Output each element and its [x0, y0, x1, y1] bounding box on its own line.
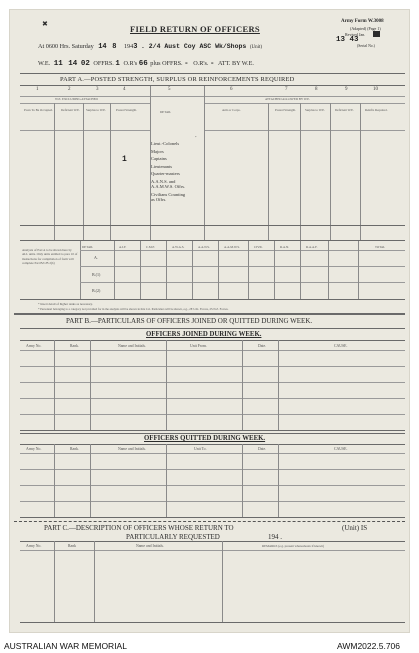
- part-c-requested: PARTICULARLY REQUESTED: [126, 533, 220, 541]
- rank-item: Civilians Counting: [151, 191, 186, 197]
- rank-item: Lieut.-Colonels: [151, 141, 180, 146]
- head-arm-corps: Arm or Corps.: [222, 108, 241, 112]
- part-c-title: PART C.—DESCRIPTION OF OFFICERS WHOSE RETURN TO: [44, 524, 234, 532]
- footnote-higher-ranks: * Insert detail of higher ranks as necessary.: [38, 302, 93, 306]
- head-posted: Posted Strength.: [116, 108, 137, 112]
- head-right-surplus: Surplus to W.E.: [305, 108, 326, 112]
- head-deficient: Deficient W.E.: [61, 108, 80, 112]
- rank-item: as Offrs.: [151, 197, 167, 202]
- head-surplus: Surplus to W.E.: [86, 108, 107, 112]
- head-right-posted: Posted Strength.: [275, 108, 296, 112]
- rank-item: A.A.M.W.S. Offrs.: [151, 184, 186, 189]
- quitted-title: OFFICERS QUITTED DURING WEEK.: [144, 435, 266, 442]
- group-heading-we: W.E. EXCLUDING ATTACHED: [55, 97, 98, 101]
- return-date-line: At 0600 Hrs. Saturday 14 8 1943 . 2/4 Aust Coy ASC Wk/Shops (Unit): [38, 43, 263, 51]
- asterisk-mark: *: [195, 135, 197, 139]
- head-posts: Posts To Be Occupied.: [24, 108, 53, 112]
- adapted-note: (Adapted) (Page 1): [350, 26, 381, 31]
- rank-list: [151, 140, 185, 204]
- revised-year-blot: [373, 31, 380, 37]
- part-c-year: 194 .: [268, 533, 282, 541]
- archive-caption: [0, 636, 419, 653]
- rank-item: A.A.N.S. and: [151, 178, 176, 184]
- part-c-unit-is: (Unit) IS: [342, 524, 368, 532]
- form-title: FIELD RETURN OF OFFICERS: [130, 24, 260, 34]
- group-heading-attached: ATTACHED ALLOWED BY W.E.: [265, 97, 311, 101]
- revised-note: Revised Jan.: [345, 32, 366, 37]
- rank-item: Captains: [151, 156, 167, 161]
- rank-item: Quarter-masters: [151, 171, 180, 176]
- part-b-title: PART B.—PARTICULARS OF OFFICERS JOINED OR QUITTED DURING WEEK.: [66, 317, 313, 325]
- cross-mark-icon: ✖: [42, 20, 48, 28]
- serial-label: (Serial No.): [357, 44, 375, 48]
- form-sheet: ✖ FIELD RETURN OF OFFICERS Army Form W.3008 (Adapted) (Page 1) Revised Jan. 13 43 (Serial No.) At 0600 Hrs. Saturday 14 8 1943 . 2/4 Aust Coy ASC Wk/Shops (Unit) W.E. 11 14 02 OFFRS. 1 O.R's 66 plus OFFRS. - O.R's. - ATT. BY W.E. PART A.—POSTED STRENGTH, SURPLUS OR REINFORCEMENTS REQUIRED 1 2 3 4 5 6 7 8 9 10 W.E. EXCLUDING ATTACHED DETAIL ATTACHED ALLOWED BY W.E. Posts To Be Occupied. Deficient W.E. Surplus to W.E. Posted Strength. Arm or Corps. Posted Strength. Surplus to W.E. Deficient W.E. Reinfts Required. 1 Lieut.-Colonels Majors Captains Lieutenants Quarter-masters A.A.N.S. and A.A.M.W.S. Offrs. Civilians Counting as Offrs. * Analysis of Part A to be shown here by ALL units. Only units entitled to para 10 of instructions for compilation of form will complete Part B/C/B 2(b) DETAIL A.I.F. C.M.F. A.W.A.S. A.A.N.S. A.A.M.W.S. CIVIL R.A.N. R.A.A.F. TOTAL A. B.(1) B.(2) * Insert detail of higher ranks as necessary. * Personnel belonging to a category not provided for in the analysis will be shown in this Col. Particulars will be shown, e.g., 2E U.K. Forces, 2S N.Z. Forces. PART B.—PARTICULARS OF OFFICERS JOINED OR QUITTED DURING WEEK. OFFICERS JOINED DURING WEEK. Army No. Rank. Name and Initials. Unit From. Date. CAUSE. OFFICERS QUITTED DURING WEEK. Army No. Rank. Name and Initials. Unit To. Date. CAUSE. PART C.—DESCRIPTION OF OFFICERS WHOSE RETURN TO (Unit) IS PARTICULARLY REQUESTED 194 . Army No. Rank Name and Initials. REMARKS (e.g. present whereabouts if known): [10, 10, 409, 632]
- caption-source: AUSTRALIAN WAR MEMORIAL: [4, 641, 127, 651]
- joined-title: OFFICERS JOINED DURING WEEK.: [146, 331, 262, 338]
- rank-item: Lieutenants: [151, 163, 172, 169]
- serial-number: 13 43: [336, 36, 359, 44]
- head-right-deficient: Deficient W.E.: [335, 108, 354, 112]
- head-reinfts: Reinfts Required.: [365, 108, 388, 112]
- rank-item: Majors: [151, 148, 164, 154]
- caption-accession: AWM2022.5.706: [337, 641, 400, 651]
- part-a-title: PART A.—POSTED STRENGTH, SURPLUS OR REINFORCEMENTS REQUIRED: [60, 76, 295, 83]
- analysis-note: Analysis of Part A to be shown here by ALL units. Only units entitled to para 10 of instructions for compilation of form will complete Part B/C/B 2(b): [22, 248, 78, 265]
- footnote-category: * Personnel belonging to a category not provided for in the analysis will be shown in this Col. Particulars will be shown, e.g., 2E U.K. Forces, 2S N.Z. Forces.: [38, 307, 229, 311]
- detail-heading: DETAIL: [160, 110, 172, 114]
- army-form-number: Army Form W.3008: [341, 19, 384, 24]
- strength-line: W.E. 11 14 02 OFFRS. 1 O.R's 66 plus OFFRS. - O.R's. - ATT. BY W.E.: [38, 60, 254, 68]
- posted-strength-value: 1: [122, 155, 127, 164]
